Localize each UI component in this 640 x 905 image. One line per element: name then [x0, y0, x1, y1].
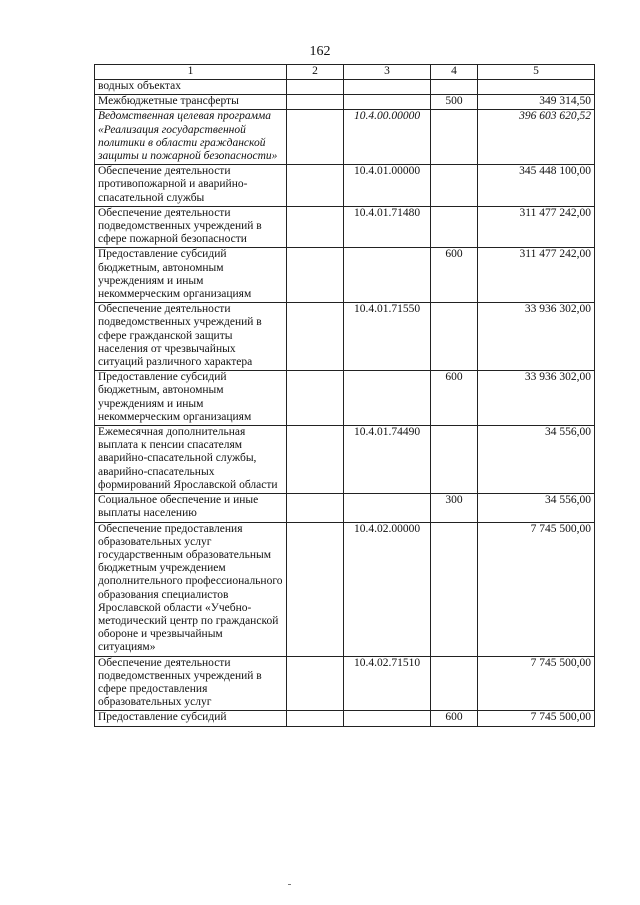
- cell-expense-type: [431, 165, 478, 207]
- cell-name: Ведомственная целевая программа «Реализация государственной политики в области гражданской защиты и пожарной безопасности»: [95, 110, 287, 165]
- cell-amount: 34 556,00: [478, 494, 595, 522]
- cell-target-code: [344, 248, 431, 303]
- cell-amount: 33 936 302,00: [478, 303, 595, 371]
- cell-target-code: 10.4.01.00000: [344, 165, 431, 207]
- cell-name: водных объектах: [95, 80, 287, 95]
- cell-target-code: [344, 494, 431, 522]
- cell-section: [287, 80, 344, 95]
- cell-target-code: 10.4.01.74490: [344, 426, 431, 494]
- cell-expense-type: 300: [431, 494, 478, 522]
- table-row: [95, 522, 595, 656]
- cell-target-code: [344, 95, 431, 110]
- cell-expense-type: [431, 206, 478, 248]
- cell-expense-type: 600: [431, 248, 478, 303]
- table-row: [95, 371, 595, 426]
- cell-expense-type: [431, 426, 478, 494]
- cell-name: Предоставление субсидий: [95, 711, 287, 726]
- cell-amount: 396 603 620,52: [478, 110, 595, 165]
- cell-amount: 311 477 242,00: [478, 248, 595, 303]
- cell-expense-type: [431, 656, 478, 711]
- cell-expense-type: [431, 80, 478, 95]
- cell-target-code: [344, 371, 431, 426]
- cell-name: Обеспечение деятельности подведомственных учреждений в сфере пожарной безопасности: [95, 206, 287, 248]
- table-header-row: [95, 65, 595, 80]
- table-row: [95, 711, 595, 726]
- cell-expense-type: 500: [431, 95, 478, 110]
- budget-table: [94, 64, 595, 727]
- cell-amount: 7 745 500,00: [478, 656, 595, 711]
- table-row: [95, 165, 595, 207]
- cell-target-code: 10.4.02.00000: [344, 522, 431, 656]
- table-row: [95, 656, 595, 711]
- table-row: [95, 248, 595, 303]
- cell-amount: 33 936 302,00: [478, 371, 595, 426]
- cell-section: [287, 711, 344, 726]
- cell-name: Обеспечение деятельности подведомственных учреждений в сфере гражданской защиты населения от чрезвычайных ситуаций различного характера: [95, 303, 287, 371]
- cell-section: [287, 426, 344, 494]
- table-row: [95, 110, 595, 165]
- table-body: [95, 80, 595, 727]
- cell-amount: 7 745 500,00: [478, 522, 595, 656]
- table-row: [95, 95, 595, 110]
- cell-name: Ежемесячная дополнительная выплата к пенсии спасателям аварийно-спасательной службы, аварийно-спасательных формирований Ярославской области: [95, 426, 287, 494]
- cell-name: Предоставление субсидий бюджетным, автономным учреждениям и иным некоммерческим организациям: [95, 248, 287, 303]
- cell-expense-type: [431, 110, 478, 165]
- cell-target-code: 10.4.01.71480: [344, 206, 431, 248]
- cell-section: [287, 371, 344, 426]
- cell-target-code: 10.4.00.00000: [344, 110, 431, 165]
- cell-name: Обеспечение предоставления образовательных услуг государственным образовательным бюджетным учреждением дополнительного профессионального образования специалистов Ярославской области «Учебно-методический центр по гражданской обороне и чрезвычайным ситуациям»: [95, 522, 287, 656]
- header-col-4: 4: [431, 65, 478, 80]
- cell-amount: 34 556,00: [478, 426, 595, 494]
- page-number: 162: [309, 44, 331, 59]
- cell-name: Обеспечение деятельности противопожарной и аварийно-спасательной службы: [95, 165, 287, 207]
- cell-name: Межбюджетные трансферты: [95, 95, 287, 110]
- cell-section: [287, 165, 344, 207]
- cell-expense-type: [431, 303, 478, 371]
- header-col-5: 5: [478, 65, 595, 80]
- header-col-3: 3: [344, 65, 431, 80]
- scan-speck: [288, 884, 291, 885]
- table-row: [95, 80, 595, 95]
- cell-section: [287, 522, 344, 656]
- table-row: [95, 206, 595, 248]
- table-row: [95, 426, 595, 494]
- table-row: [95, 494, 595, 522]
- cell-expense-type: [431, 522, 478, 656]
- cell-amount: 345 448 100,00: [478, 165, 595, 207]
- cell-expense-type: 600: [431, 371, 478, 426]
- table-row: [95, 303, 595, 371]
- cell-name: Предоставление субсидий бюджетным, автономным учреждениям и иным некоммерческим организациям: [95, 371, 287, 426]
- cell-name: Социальное обеспечение и иные выплаты населению: [95, 494, 287, 522]
- cell-target-code: 10.4.01.71550: [344, 303, 431, 371]
- cell-section: [287, 303, 344, 371]
- cell-section: [287, 248, 344, 303]
- cell-target-code: 10.4.02.71510: [344, 656, 431, 711]
- cell-section: [287, 494, 344, 522]
- cell-section: [287, 110, 344, 165]
- cell-section: [287, 206, 344, 248]
- cell-section: [287, 95, 344, 110]
- cell-target-code: [344, 711, 431, 726]
- header-col-2: 2: [287, 65, 344, 80]
- cell-target-code: [344, 80, 431, 95]
- cell-amount: 311 477 242,00: [478, 206, 595, 248]
- cell-section: [287, 656, 344, 711]
- cell-amount: 7 745 500,00: [478, 711, 595, 726]
- cell-amount: 349 314,50: [478, 95, 595, 110]
- cell-name: Обеспечение деятельности подведомственных учреждений в сфере предоставления образовательных услуг: [95, 656, 287, 711]
- header-col-1: 1: [95, 65, 287, 80]
- cell-amount: [478, 80, 595, 95]
- cell-expense-type: 600: [431, 711, 478, 726]
